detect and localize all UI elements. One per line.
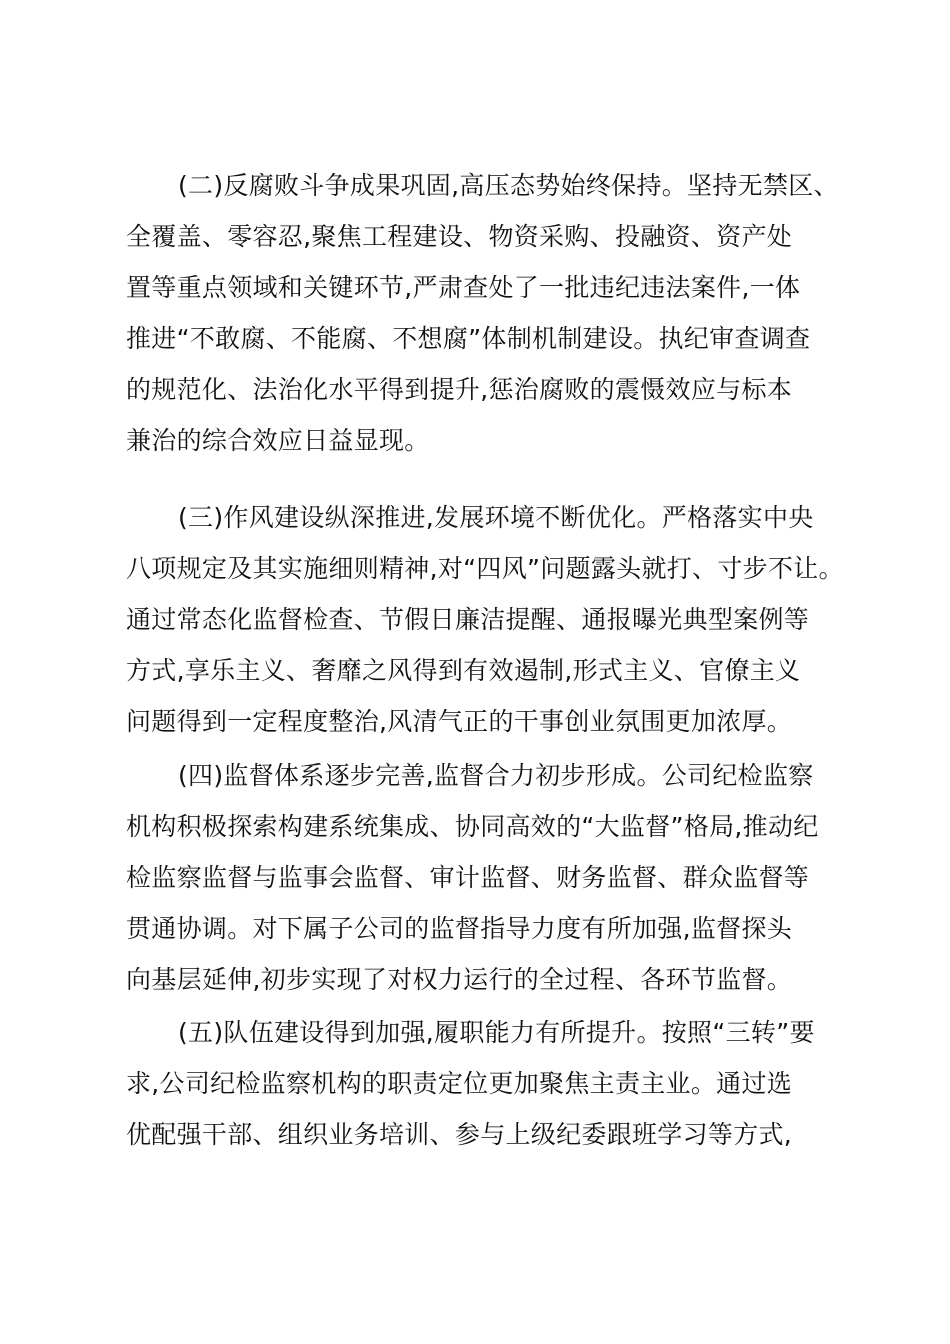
- paragraph-team-building: [126, 1007, 846, 1160]
- paragraph-line: 向基层延伸,初步实现了对权力运行的全过程、各环节监督。: [126, 965, 793, 994]
- paragraph-anti-corruption: [126, 160, 846, 466]
- paragraph-line: 贯通协调。对下属子公司的监督指导力度有所加强,监督探头: [126, 914, 793, 943]
- paragraph-line: 全覆盖、零容忍,聚焦工程建设、物资采购、投融资、资产处: [126, 222, 793, 251]
- paragraph-work-style: [126, 492, 846, 747]
- paragraph-line: 推进“不敢腐、不能腐、不想腐”体制机制建设。执纪审查调查: [126, 324, 811, 353]
- paragraph-line: 通过常态化监督检查、节假日廉洁提醒、通报曝光典型案例等: [126, 605, 810, 634]
- paragraph-line: 优配强干部、组织业务培训、参与上级纪委跟班学习等方式,: [126, 1120, 793, 1149]
- paragraph-line: 兼治的综合效应日益显现。: [126, 426, 430, 455]
- paragraph-line: 求,公司纪检监察机构的职责定位更加聚焦主责主业。通过选: [126, 1069, 793, 1098]
- paragraph-line: (四)监督体系逐步完善,监督合力初步形成。公司纪检监察: [178, 761, 814, 790]
- paragraph-supervision-system: [126, 750, 846, 1005]
- paragraph-line: 机构积极探索构建系统集成、协同高效的“大监督”格局,推动纪: [126, 812, 819, 841]
- paragraph-line: 方式,享乐主义、奢靡之风得到有效遏制,形式主义、官僚主义: [126, 656, 801, 685]
- paragraph-line: (五)队伍建设得到加强,履职能力有所提升。按照“三转”要: [178, 1018, 815, 1047]
- paragraph-line: (二)反腐败斗争成果巩固,高压态势始终保持。坚持无禁区、: [178, 171, 839, 200]
- paragraph-line: 置等重点领域和关键环节,严肃查处了一批违纪违法案件,一体: [126, 273, 801, 302]
- paragraph-line: 八项规定及其实施细则精神,对“四风”问题露头就打、寸步不让。: [126, 554, 844, 583]
- paragraph-line: (三)作风建设纵深推进,发展环境不断优化。严格落实中央: [178, 503, 814, 532]
- paragraph-line: 检监察监督与监事会监督、审计监督、财务监督、群众监督等: [126, 863, 810, 892]
- paragraph-line: 的规范化、法治化水平得到提升,惩治腐败的震慑效应与标本: [126, 375, 793, 404]
- paragraph-line: 问题得到一定程度整治,风清气正的干事创业氛围更加浓厚。: [126, 707, 793, 736]
